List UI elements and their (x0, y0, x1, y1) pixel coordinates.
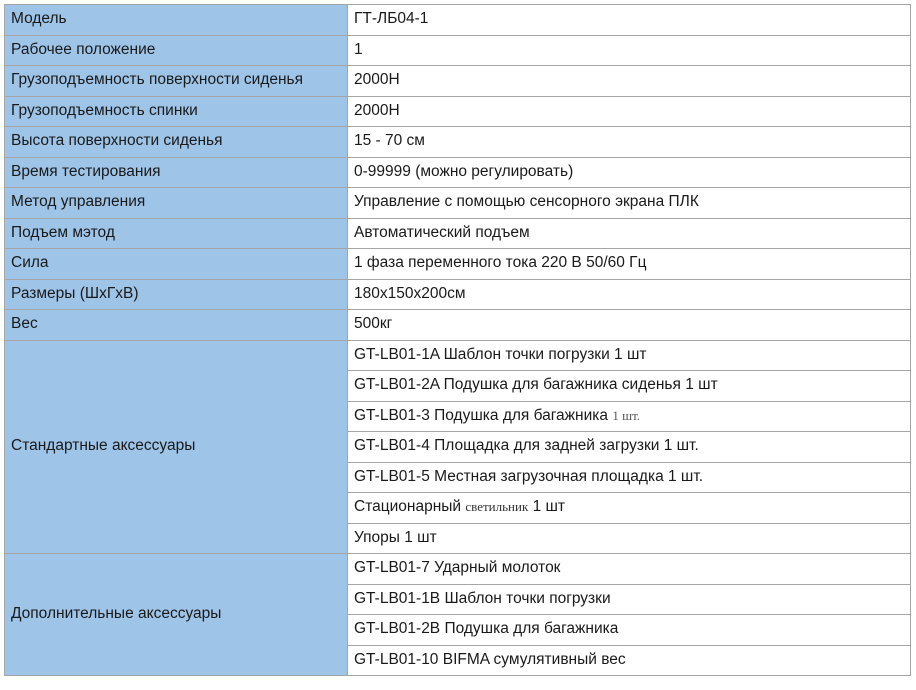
spec-value: ГТ-ЛБ04-1 (348, 5, 911, 36)
spec-row-control-method (5, 188, 911, 219)
spec-value: 2000Н (348, 66, 911, 97)
accessory-item-text: Стационарный (354, 498, 466, 516)
accessory-item (348, 401, 911, 432)
spec-value: Управление с помощью сенсорного экрана ПЛК (348, 188, 911, 219)
spec-label: Рабочее положение (5, 35, 348, 66)
spec-label: Размеры (ШхГхВ) (5, 279, 348, 310)
spec-value: 1 (348, 35, 911, 66)
accessory-item: GT-LB01-2A Подушка для багажника сиденья 1 шт (348, 371, 911, 402)
spec-value: 2000Н (348, 96, 911, 127)
accessory-row (5, 554, 911, 585)
spec-row-dimensions (5, 279, 911, 310)
spec-row-power (5, 249, 911, 280)
spec-row-seat-height (5, 127, 911, 158)
spec-label: Высота поверхности сиденья (5, 127, 348, 158)
spec-label: Сила (5, 249, 348, 280)
accessory-item-quantity: 1 шт (528, 498, 566, 516)
spec-label: Модель (5, 5, 348, 36)
spec-value: 500кг (348, 310, 911, 341)
accessory-row (5, 340, 911, 371)
spec-row-weight (5, 310, 911, 341)
spec-value: Автоматический подъем (348, 218, 911, 249)
spec-value: 180x150x200см (348, 279, 911, 310)
spec-row-lift-method (5, 218, 911, 249)
accessory-item (348, 493, 911, 524)
spec-label: Время тестирования (5, 157, 348, 188)
spec-table (4, 4, 911, 676)
accessory-item: GT-LB01-7 Ударный молоток (348, 554, 911, 585)
spec-label: Подъем мэтод (5, 218, 348, 249)
spec-value: 1 фаза переменного тока 220 В 50/60 Гц (348, 249, 911, 280)
accessory-item: GT-LB01-1B Шаблон точки погрузки (348, 584, 911, 615)
additional-accessories-label: Дополнительные аксессуары (5, 554, 348, 676)
standard-accessories-label: Стандартные аксессуары (5, 340, 348, 554)
spec-row-seat-load (5, 66, 911, 97)
accessory-item: GT-LB01-1A Шаблон точки погрузки 1 шт (348, 340, 911, 371)
accessory-item-text: GT-LB01-3 Подушка для багажника (354, 406, 613, 424)
accessory-item: GT-LB01-2B Подушка для багажника (348, 615, 911, 646)
accessory-item-name: светильник (465, 499, 529, 515)
spec-value: 15 - 70 см (348, 127, 911, 158)
accessory-item: GT-LB01-5 Местная загрузочная площадка 1 шт. (348, 462, 911, 493)
spec-label: Грузоподъемность поверхности сиденья (5, 66, 348, 97)
spec-row-test-time (5, 157, 911, 188)
accessory-item: GT-LB01-4 Площадка для задней загрузки 1 шт. (348, 432, 911, 463)
spec-row-model (5, 5, 911, 36)
spec-value: 0-99999 (можно регулировать) (348, 157, 911, 188)
accessory-item-quantity: 1 (612, 407, 619, 423)
spec-label: Метод управления (5, 188, 348, 219)
spec-label: Грузоподъемность спинки (5, 96, 348, 127)
accessory-item: Упоры 1 шт (348, 523, 911, 554)
spec-row-back-load (5, 96, 911, 127)
accessory-item-unit: шт. (618, 407, 641, 423)
spec-row-working-position (5, 35, 911, 66)
spec-label: Вес (5, 310, 348, 341)
accessory-item: GT-LB01-10 BIFMA сумулятивный вес (348, 645, 911, 676)
